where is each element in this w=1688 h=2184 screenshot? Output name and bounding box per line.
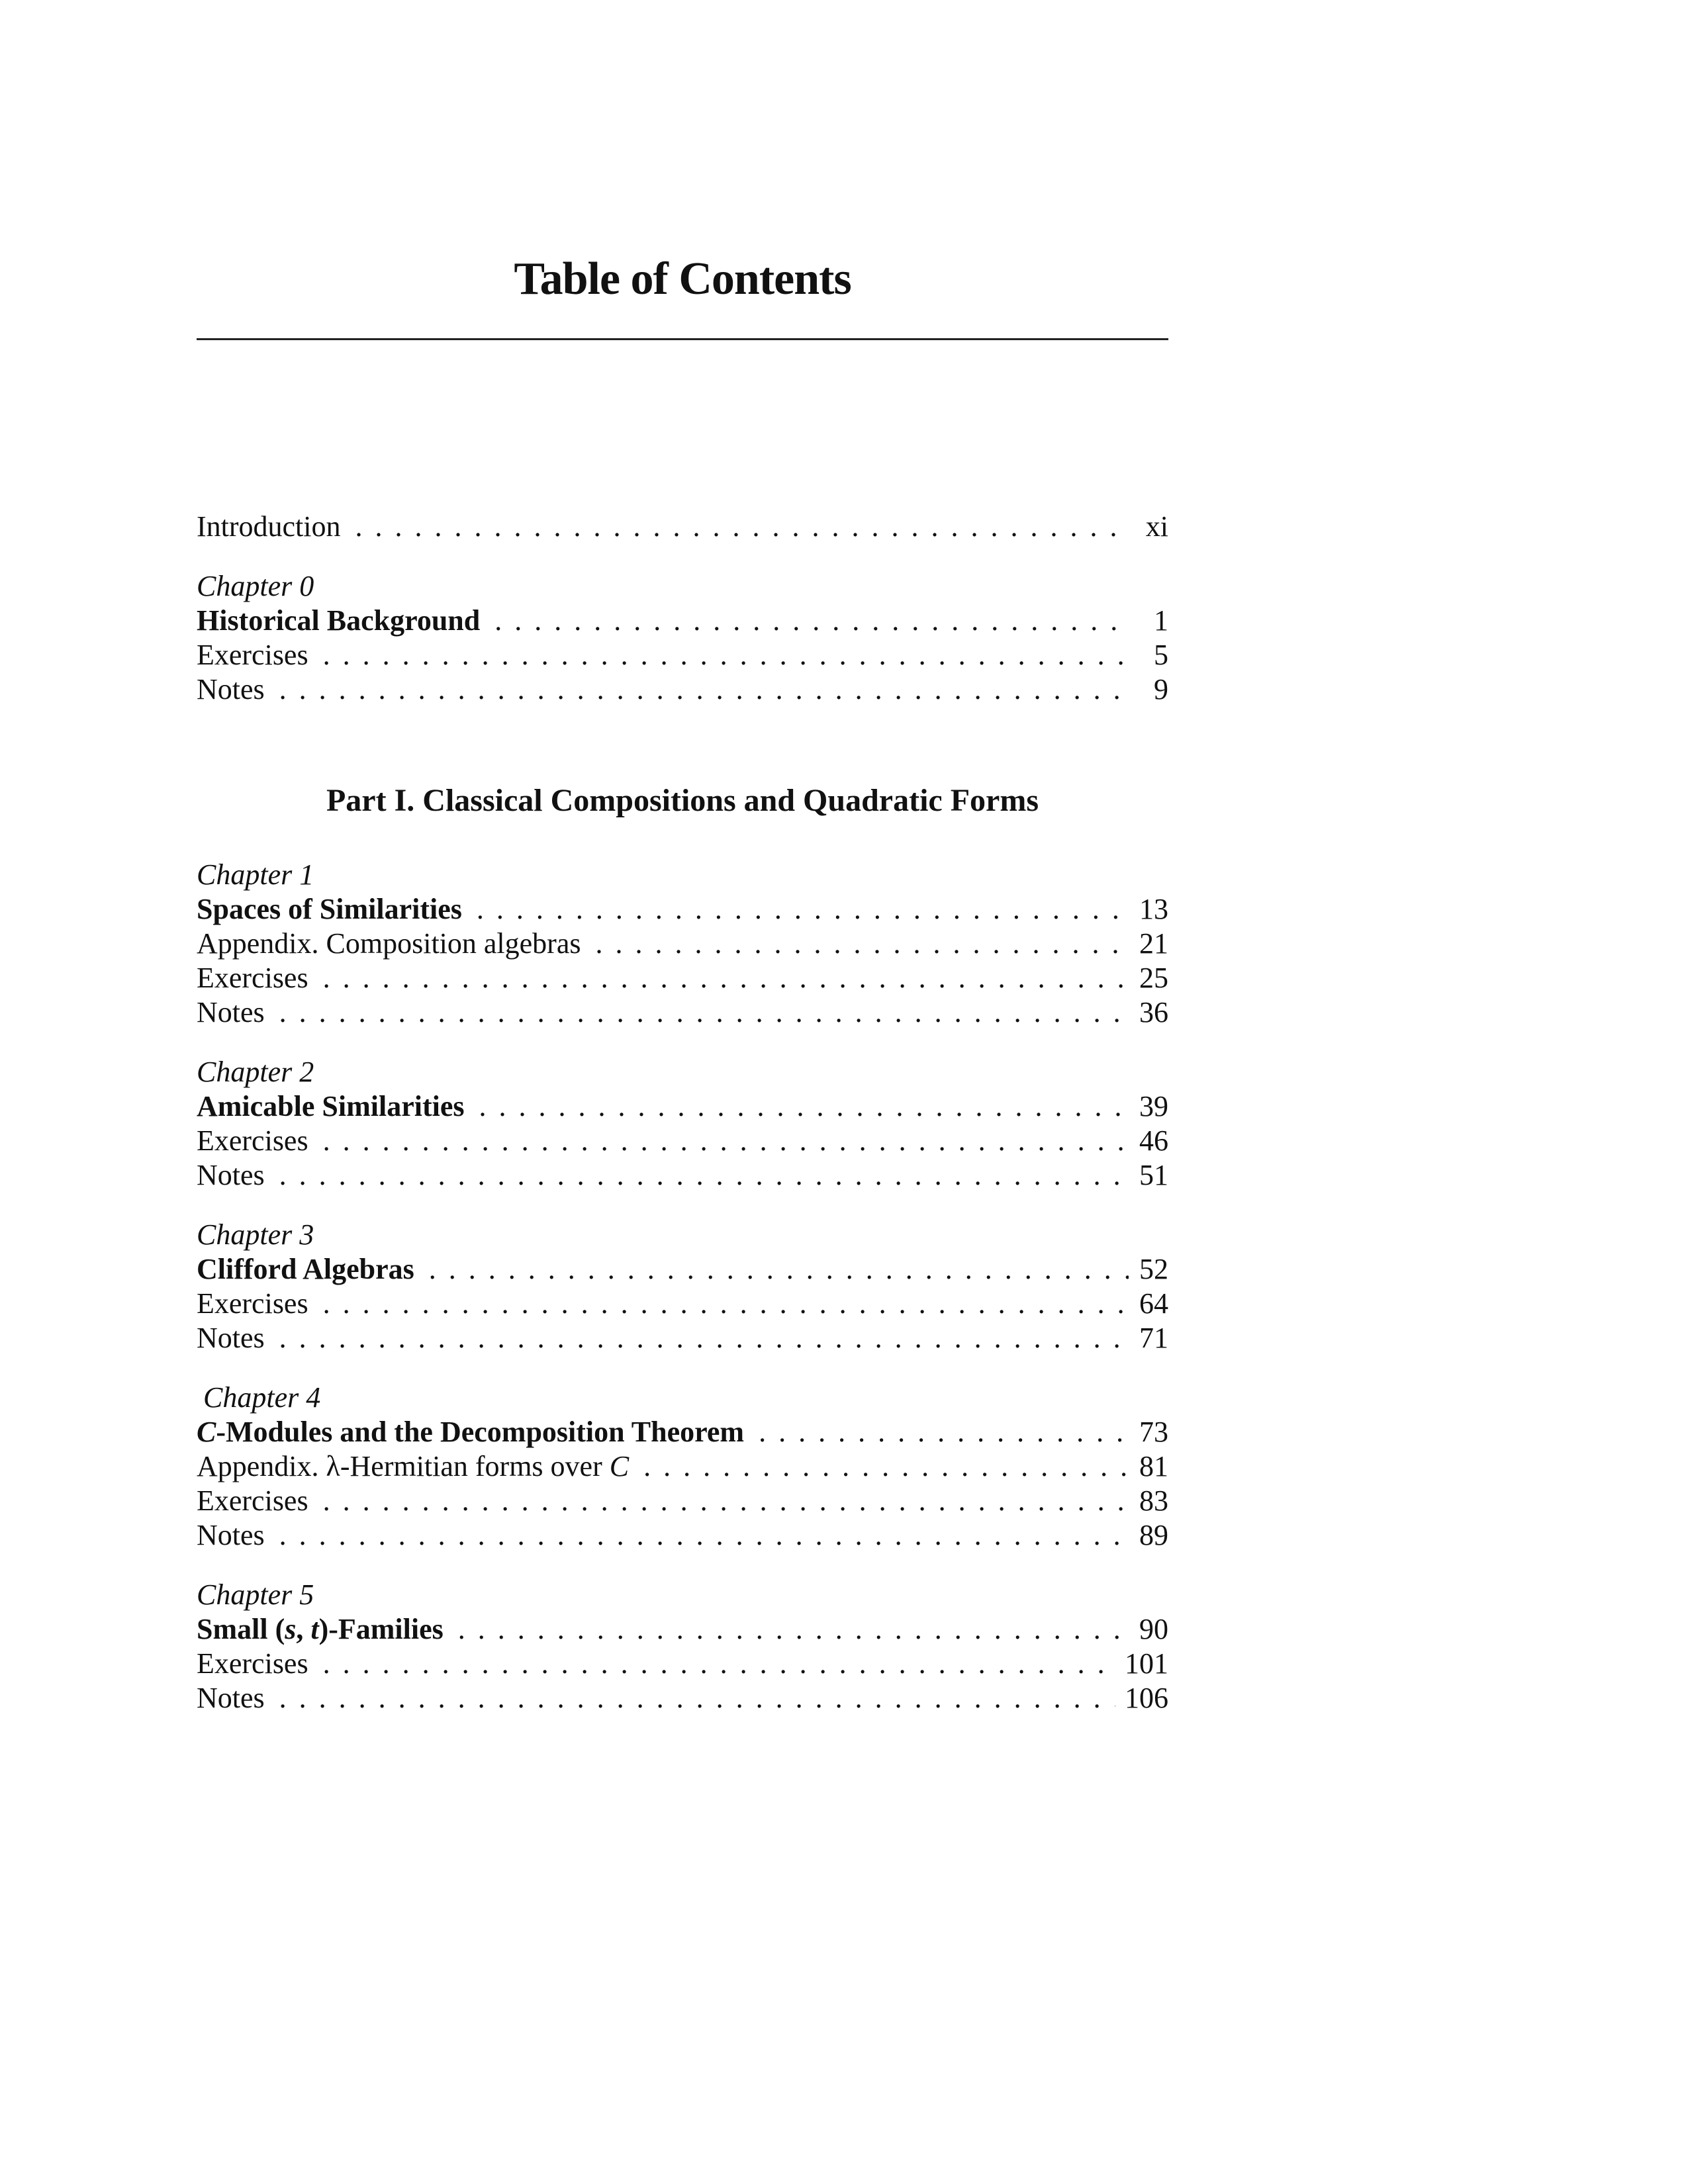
toc-entry-page: 21 bbox=[1139, 927, 1168, 960]
toc-entry bbox=[197, 638, 1168, 672]
dot-leader bbox=[279, 1321, 1129, 1355]
toc-entry-chapter-title bbox=[197, 1612, 1168, 1647]
chapter-2-group bbox=[197, 1055, 1168, 1193]
toc-entry bbox=[197, 995, 1168, 1030]
toc-entry-page: 90 bbox=[1139, 1613, 1168, 1645]
toc-entry-page: 52 bbox=[1139, 1253, 1168, 1285]
dot-leader bbox=[279, 1158, 1129, 1193]
toc-entry-label: Notes bbox=[197, 1159, 265, 1191]
toc-entry-page: 46 bbox=[1139, 1124, 1168, 1157]
dot-leader bbox=[323, 1647, 1115, 1681]
toc-entry-label: Exercises bbox=[197, 1484, 308, 1517]
dot-leader bbox=[477, 892, 1129, 927]
dot-leader bbox=[323, 1287, 1129, 1321]
toc-entry bbox=[197, 1518, 1168, 1553]
dot-leader bbox=[458, 1612, 1129, 1647]
dot-leader bbox=[279, 995, 1129, 1030]
dot-leader bbox=[279, 1518, 1129, 1553]
toc-entry-page: 106 bbox=[1125, 1682, 1168, 1714]
chapter-4-group bbox=[197, 1381, 1168, 1553]
toc-entry-page: 64 bbox=[1139, 1287, 1168, 1320]
toc-entry-label: Amicable Similarities bbox=[197, 1090, 465, 1122]
toc-entry-label: Introduction bbox=[197, 510, 341, 543]
toc-entry-page: 73 bbox=[1139, 1416, 1168, 1448]
c-symbol: C bbox=[609, 1450, 630, 1482]
c-symbol: C bbox=[197, 1416, 216, 1448]
toc-entry-page: 39 bbox=[1139, 1090, 1168, 1122]
dot-leader bbox=[643, 1449, 1129, 1484]
toc-entry bbox=[197, 1449, 1168, 1484]
dot-leader bbox=[323, 638, 1129, 672]
dot-leader bbox=[279, 672, 1129, 707]
toc-entry-page: 101 bbox=[1125, 1647, 1168, 1680]
title-prefix: Small ( bbox=[197, 1613, 285, 1645]
dot-leader bbox=[494, 604, 1129, 638]
toc-entry-label: Notes bbox=[197, 1682, 265, 1714]
toc-entry-label: Notes bbox=[197, 673, 265, 705]
dot-leader bbox=[479, 1089, 1129, 1124]
toc-entry-label: Exercises bbox=[197, 1287, 308, 1320]
toc-entry bbox=[197, 1287, 1168, 1321]
toc-entry-page: 81 bbox=[1139, 1450, 1168, 1482]
toc-entry-label: Notes bbox=[197, 996, 265, 1028]
chapter-heading: Chapter 5 bbox=[197, 1578, 314, 1611]
s-symbol: s bbox=[285, 1613, 297, 1645]
toc-entry bbox=[197, 961, 1168, 995]
toc-entry-label: Notes bbox=[197, 1322, 265, 1354]
dot-leader bbox=[355, 510, 1129, 544]
toc-entry bbox=[197, 1124, 1168, 1158]
toc-entry-page: xi bbox=[1145, 510, 1168, 543]
toc-entry-label: Clifford Algebras bbox=[197, 1253, 414, 1285]
chapter-heading: Chapter 4 bbox=[203, 1381, 321, 1414]
toc-entry-page: 13 bbox=[1139, 893, 1168, 925]
chapter-3-group bbox=[197, 1218, 1168, 1355]
title-suffix: )-Families bbox=[318, 1613, 444, 1645]
title-text: -Modules and the Decomposition Theorem bbox=[216, 1416, 745, 1448]
dot-leader bbox=[323, 1484, 1129, 1518]
intro-group bbox=[197, 510, 1168, 544]
page-title: Table of Contents bbox=[514, 253, 851, 304]
chapter-heading: Chapter 1 bbox=[197, 858, 314, 891]
document-page bbox=[197, 0, 1168, 2184]
toc-entry-label bbox=[197, 1449, 629, 1484]
chapter-5-group bbox=[197, 1578, 1168, 1715]
dot-leader bbox=[279, 1681, 1115, 1715]
toc-entry-page: 71 bbox=[1139, 1322, 1168, 1354]
toc-entry-page: 36 bbox=[1139, 996, 1168, 1028]
toc-entry-label: Exercises bbox=[197, 962, 308, 994]
toc-entry-page: 5 bbox=[1154, 639, 1168, 671]
dot-leader bbox=[759, 1415, 1129, 1449]
toc-entry-label: Exercises bbox=[197, 1647, 308, 1680]
toc-entry-label: Notes bbox=[197, 1519, 265, 1551]
toc-entry bbox=[197, 1681, 1168, 1715]
dot-leader bbox=[323, 1124, 1129, 1158]
toc-entry bbox=[197, 1484, 1168, 1518]
chapter-1-group bbox=[197, 858, 1168, 1030]
toc-entry-page: 9 bbox=[1154, 673, 1168, 705]
toc-entry-label: Exercises bbox=[197, 639, 308, 671]
dot-leader bbox=[596, 927, 1129, 961]
chapter-heading: Chapter 2 bbox=[197, 1056, 314, 1088]
toc-entry-chapter-title bbox=[197, 892, 1168, 927]
toc-entry-chapter-title bbox=[197, 1089, 1168, 1124]
dot-leader bbox=[429, 1252, 1129, 1287]
toc-entry-chapter-title bbox=[197, 1415, 1168, 1449]
toc-entry-chapter-title bbox=[197, 604, 1168, 638]
toc-entry-label: Exercises bbox=[197, 1124, 308, 1157]
toc-entry-label bbox=[197, 1612, 444, 1647]
title-comma: , bbox=[296, 1613, 311, 1645]
toc-entry-page: 1 bbox=[1154, 604, 1168, 637]
toc-entry-chapter-title bbox=[197, 1252, 1168, 1287]
toc-entry-label: Appendix. Composition algebras bbox=[197, 927, 581, 960]
toc-entry-page: 83 bbox=[1139, 1484, 1168, 1517]
toc-entry-label bbox=[197, 1415, 744, 1449]
toc-entry-introduction bbox=[197, 510, 1168, 544]
toc-entry-label: Historical Background bbox=[197, 604, 481, 637]
part-title: Part I. Classical Compositions and Quadratic Forms bbox=[326, 783, 1039, 818]
chapter-0-group bbox=[197, 569, 1168, 707]
chapter-heading: Chapter 3 bbox=[197, 1218, 314, 1251]
table-of-contents bbox=[197, 510, 1168, 1715]
toc-entry bbox=[197, 672, 1168, 707]
toc-entry-page: 51 bbox=[1139, 1159, 1168, 1191]
toc-entry-page: 89 bbox=[1139, 1519, 1168, 1551]
toc-entry-label: Spaces of Similarities bbox=[197, 893, 462, 925]
toc-entry bbox=[197, 1647, 1168, 1681]
toc-entry bbox=[197, 1321, 1168, 1355]
toc-entry bbox=[197, 1158, 1168, 1193]
toc-entry bbox=[197, 927, 1168, 961]
chapter-heading: Chapter 0 bbox=[197, 570, 314, 602]
title-rule bbox=[197, 338, 1168, 340]
toc-entry-page: 25 bbox=[1139, 962, 1168, 994]
t-symbol: t bbox=[310, 1613, 319, 1645]
dot-leader bbox=[323, 961, 1129, 995]
appendix-text: Appendix. λ-Hermitian forms over bbox=[197, 1450, 610, 1482]
